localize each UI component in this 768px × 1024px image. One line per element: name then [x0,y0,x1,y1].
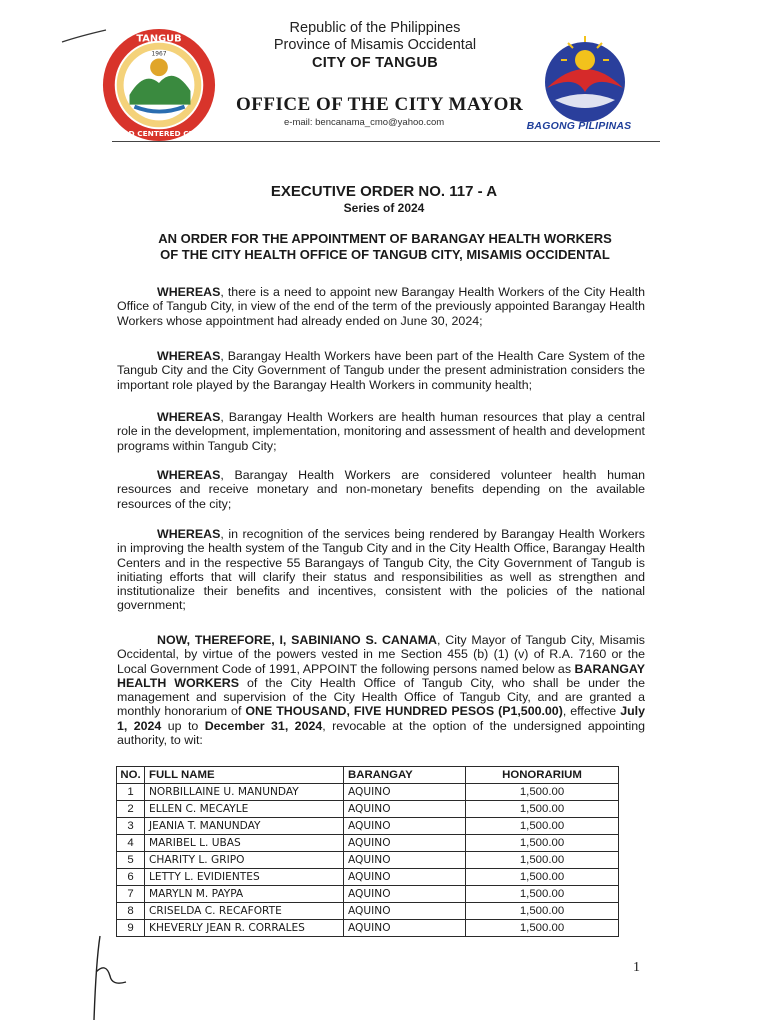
row-number: 9 [117,920,145,937]
body-text-segment: of the City Health Office of Tangub City, who shall be under the management and supervision of the City Health Office of Tangub City, and are granted a monthly honorarium of [117,675,645,719]
whereas-body: , there is a need to appoint new Barangay Health Workers of the City Health Office of Tangub City, in view of the end of the term of the previously appointed Barangay Health Workers whose appointment had already ended on June 30, 2024; [117,285,645,328]
header-barangay: BARANGAY [344,767,466,784]
city-line: CITY OF TANGUB [311,55,439,71]
row-full-name: ELLEN C. MECAYLE [145,801,344,818]
row-barangay: AQUINO [344,852,466,869]
whereas-paragraph-1 [117,285,645,328]
body-text-segment: , revocable at the option of the undersigned appointing authority, to wit: [117,718,645,748]
row-full-name: CHARITY L. GRIPO [145,852,344,869]
header-divider [112,141,660,142]
body-text-segment: up to [161,718,205,733]
row-number: 2 [117,801,145,818]
table-row [117,784,619,801]
svg-text:1967: 1967 [151,51,167,58]
table-row [117,835,619,852]
header-no: NO. [117,767,145,784]
row-number: 3 [117,818,145,835]
body-text-segment: , City Mayor of Tangub City, Misamis Occidental, by virtue of the powers vested in me Section 455 (b) (1) (v) of R.A. 7160 or the Local Government Code of 1991, APPOINT the following persons named below as [117,633,645,676]
row-barangay: AQUINO [344,886,466,903]
page-number: 1 [633,960,640,975]
subject-line-1: AN ORDER FOR THE APPOINTMENT OF BARANGAY HEALTH WORKERS [158,231,612,246]
row-number: 6 [117,869,145,886]
whereas-lead: WHEREAS [157,285,221,299]
letterhead [230,20,520,72]
whereas-paragraph-2 [117,349,645,392]
table-row [117,852,619,869]
whereas-paragraph-5 [117,527,645,613]
office-title: OFFICE OF THE CITY MAYOR [236,94,524,115]
row-barangay: AQUINO [344,818,466,835]
header-full-name: FULL NAME [145,767,344,784]
whereas-body: , Barangay Health Workers are health human resources that play a central role in the development, implementation, monitoring and assessment of health and development programs within Tangub City; [117,410,645,453]
row-full-name: JEANIA T. MANUNDAY [145,818,344,835]
row-number: 7 [117,886,145,903]
row-barangay: AQUINO [344,835,466,852]
row-honorarium: 1,500.00 [466,903,619,920]
subject-line-2: OF THE CITY HEALTH OFFICE OF TANGUB CITY, MISAMIS OCCIDENTAL [160,247,610,262]
row-barangay: AQUINO [344,784,466,801]
svg-text:TANGUB: TANGUB [136,33,182,45]
province-line: Province of Misamis Occidental [273,37,477,53]
whereas-lead: WHEREAS [157,349,221,363]
office-email: e-mail: bencanama_cmo@yahoo.com [284,117,445,128]
row-barangay: AQUINO [344,903,466,920]
row-full-name: LETTY L. EVIDIENTES [145,869,344,886]
whereas-body: , in recognition of the services being rendered by Barangay Health Workers in improving the health system of the Tangub City and in the City Health Office, Barangay Health Centers and in the respective 55 Barangays of Tangub City, the City Government of Tangub is initiating efforts that will clarify their status and responsibilities as well as strengthen and institutionalize their benefits and incentives, consistent with the policies of the national government; [117,527,645,613]
row-honorarium: 1,500.00 [466,784,619,801]
honorarium-amount: ONE THOUSAND, FIVE HUNDRED PESOS (P1,500.00) [245,704,563,719]
order-title: EXECUTIVE ORDER NO. 117 - A [270,183,498,200]
whereas-body: , Barangay Health Workers have been part of the Health Care System of the Tangub City and the City Government of Tangub under the present administration considers the important role played by the Barangay Health Workers in community health; [117,349,645,392]
row-full-name: KHEVERLY JEAN R. CORRALES [145,920,344,937]
table-body [117,784,619,937]
table-row [117,903,619,920]
table-row [117,920,619,937]
city-seal-logo [100,26,218,144]
row-honorarium: 1,500.00 [466,920,619,937]
bagong-pilipinas-logo [535,30,635,130]
row-number: 4 [117,835,145,852]
row-barangay: AQUINO [344,920,466,937]
row-full-name: MARIBEL L. UBAS [145,835,344,852]
table-row [117,818,619,835]
row-honorarium: 1,500.00 [466,886,619,903]
bagong-pilipinas-label: BAGONG PILIPINAS [526,120,632,132]
order-subject [120,231,650,263]
svg-text:GOD CENTERED CITY: GOD CENTERED CITY [116,129,202,139]
row-honorarium: 1,500.00 [466,818,619,835]
table-row [117,869,619,886]
row-number: 8 [117,903,145,920]
row-honorarium: 1,500.00 [466,852,619,869]
row-full-name: CRISELDA C. RECAFORTE [145,903,344,920]
whereas-paragraph-4 [117,468,645,511]
row-full-name: NORBILLAINE U. MANUNDAY [145,784,344,801]
header-honorarium: HONORARIUM [466,767,619,784]
end-date: December 31, 2024 [204,718,323,733]
body-text-segment: , effective [562,704,621,719]
whereas-body: , Barangay Health Workers are considered volunteer health human resources and receive monetary and non-monetary benefits depending on the available resources of the city; [117,468,645,511]
whereas-lead: WHEREAS [157,527,221,541]
republic-line: Republic of the Philippines [289,20,461,36]
table-header-row [117,767,619,784]
now-therefore-paragraph [117,633,645,747]
row-barangay: AQUINO [344,869,466,886]
mayor-declaration: NOW, THEREFORE, I, SABINIANO S. CANAMA [157,633,438,647]
whereas-lead: WHEREAS [157,410,221,424]
row-barangay: AQUINO [344,801,466,818]
effective-date: July 1, 2024 [117,704,645,733]
appointees-table [116,766,619,937]
row-honorarium: 1,500.00 [466,869,619,886]
signature-mark [86,932,146,1022]
table-row [117,886,619,903]
table-row [117,801,619,818]
whereas-lead: WHEREAS [157,468,221,482]
row-full-name: MARYLN M. PAYPA [145,886,344,903]
order-series: Series of 2024 [343,201,425,215]
row-number: 1 [117,784,145,801]
whereas-paragraph-3 [117,410,645,453]
appointment-designation: BARANGAY HEALTH WORKERS [117,661,645,690]
row-honorarium: 1,500.00 [466,835,619,852]
row-honorarium: 1,500.00 [466,801,619,818]
row-number: 5 [117,852,145,869]
